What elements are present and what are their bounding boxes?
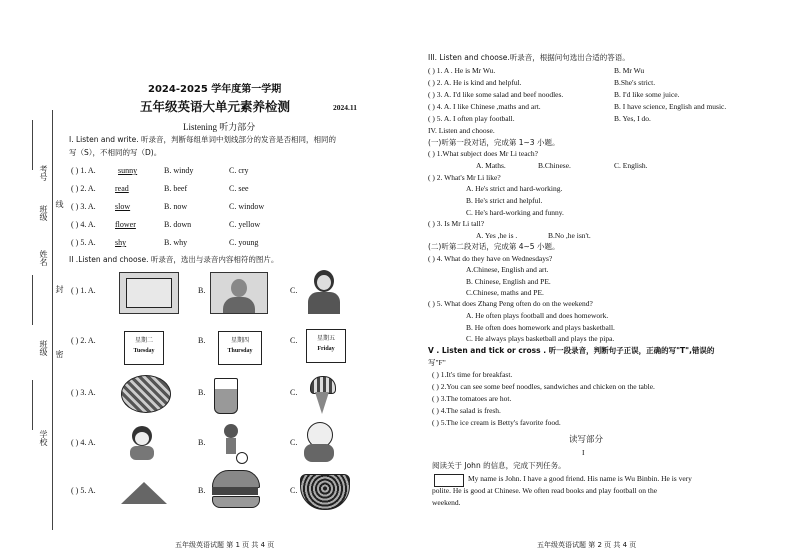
question-number[interactable]: ( ) 5. A. xyxy=(71,486,96,495)
side-label-name: 姓名 xyxy=(39,250,48,266)
side-label-class: 班级 xyxy=(39,340,48,356)
fill-line-2 xyxy=(32,275,33,325)
option-c: C. see xyxy=(229,184,249,193)
part4-q4-opt-a: A.Chinese, English and art. xyxy=(466,265,549,274)
option-b-label: B. xyxy=(198,388,206,397)
passage-line-1: My name is John. I have a good friend. His name is Wu Binbin. He is very xyxy=(468,474,692,483)
question-text[interactable]: ( ) 3. A. I'd like some salad and beef noodles. xyxy=(428,90,564,99)
question-number[interactable]: ( ) 2. A. xyxy=(71,184,96,193)
question-number[interactable]: ( ) 4. A. xyxy=(71,220,96,229)
part4-q2-opt-c: C. He's hard-working and funny. xyxy=(466,208,564,217)
part4-sub2: (二)听第二段对话，完成第 4~5 小题。 xyxy=(428,242,560,251)
question-number[interactable]: ( ) 3. A. xyxy=(71,388,96,397)
part4-q1-opt-c: C. English. xyxy=(614,161,648,170)
part5-row[interactable]: ( ) 5.The ice cream is Betty's favorite food. xyxy=(432,418,561,427)
reading-section-title: 读写部分 xyxy=(569,435,604,445)
part5-heading-2: 写"F" xyxy=(428,358,446,367)
option-a: sunny xyxy=(118,166,138,175)
reading-part-number: I xyxy=(582,448,585,457)
part1-heading: I. Listen and write. 听录音，判断每组单词中划线部分的发音是否相同，相同的 xyxy=(69,135,336,144)
option-b-label: B. xyxy=(198,438,206,447)
seal-char-tight: 密 xyxy=(55,350,64,358)
part4-q5-opt-c: C. He always plays basketball and plays the pipa. xyxy=(466,334,615,343)
option-b: B. I have science, English and music. xyxy=(614,102,727,111)
part5-row[interactable]: ( ) 1.It's time for breakfast. xyxy=(432,370,513,379)
option-c: C. yellow xyxy=(229,220,261,229)
seal-char-seal: 封 xyxy=(55,285,64,293)
page-footer-right: 五年级英语试题 第 2 页 共 4 页 xyxy=(537,541,637,549)
option-c: C. young xyxy=(229,238,259,247)
option-c-label: C. xyxy=(290,336,298,345)
day-card-tuesday xyxy=(124,331,164,365)
part4-q1[interactable]: ( ) 1.What subject does Mr Li teach? xyxy=(428,149,538,158)
part4-q4-opt-c: C.Chinese, maths and PE. xyxy=(466,288,544,297)
picture-juice-glass xyxy=(214,378,238,414)
page-footer-left: 五年级英语试题 第 1 页 共 4 页 xyxy=(175,541,275,549)
option-b: B. Mr Wu xyxy=(614,66,645,75)
question-text[interactable]: ( ) 2. A. He is kind and helpful. xyxy=(428,78,522,87)
fill-line-3 xyxy=(32,380,33,430)
part5-row[interactable]: ( ) 2.You can see some beef noodles, sandwiches and chicken on the table. xyxy=(432,382,655,391)
option-b: B. I'd like some juice. xyxy=(614,90,680,99)
passage-line-3: weekend. xyxy=(432,498,461,507)
question-number[interactable]: ( ) 2. A. xyxy=(71,336,96,345)
option-c: C. cry xyxy=(229,166,249,175)
exam-date: 2024.11 xyxy=(333,103,357,112)
page-title: 五年级英语大单元素养检测 xyxy=(140,99,291,114)
part1-heading-2: 写（S），不相同的写（D)。 xyxy=(69,148,162,157)
option-b: B. beef xyxy=(164,184,188,193)
option-b-label: B. xyxy=(198,336,206,345)
part4-q3-opt-a: A. Yes ,he is . xyxy=(476,231,518,240)
day-card-cn: 星期五 xyxy=(316,335,335,342)
side-label-exam-number: 考号 xyxy=(39,165,48,181)
part4-q3-opt-b: B.No ,he isn't. xyxy=(548,231,591,240)
day-card-en: Tuesday xyxy=(133,348,155,354)
option-a: flower xyxy=(115,220,136,229)
binding-line xyxy=(52,110,53,530)
part4-q2[interactable]: ( ) 2. What's Mr Li like? xyxy=(428,173,501,182)
option-b-label: B. xyxy=(198,486,206,495)
day-card-friday xyxy=(306,329,346,363)
option-c: C. window xyxy=(229,202,265,211)
picture-boy-playing xyxy=(212,424,252,464)
part5-row[interactable]: ( ) 3.The tomatoes are hot. xyxy=(432,394,512,403)
option-a: shy xyxy=(115,238,127,247)
option-b-label: B. xyxy=(198,286,206,295)
picture-noodles-bowl xyxy=(300,474,350,510)
option-c-label: C. xyxy=(290,286,298,295)
part4-q1-opt-a: A. Maths. xyxy=(476,161,506,170)
picture-food-plate xyxy=(121,375,171,413)
question-text[interactable]: ( ) 1. A . He is Mr Wu. xyxy=(428,66,496,75)
picture-ice-cream xyxy=(310,376,334,416)
listening-section-title: Listening 听力部分 xyxy=(183,122,256,132)
question-text[interactable]: ( ) 5. A. I often play football. xyxy=(428,114,515,123)
school-year: 2024-2025 学年度第一学期 xyxy=(148,84,282,95)
option-c-label: C. xyxy=(290,438,298,447)
part5-row[interactable]: ( ) 4.The salad is fresh. xyxy=(432,406,501,415)
picture-teacher-board xyxy=(119,272,179,314)
part4-q2-opt-b: B. He's strict and helpful. xyxy=(466,196,543,205)
part4-q1-opt-b: B.Chinese. xyxy=(538,161,571,170)
part4-heading: IV. Listen and choose. xyxy=(428,126,495,135)
picture-sandwich xyxy=(121,476,167,504)
picture-woman-portrait xyxy=(304,270,344,314)
passage-line-2: polite. He is good at Chinese. We often read books and play football on the xyxy=(432,486,658,495)
option-b: B. now xyxy=(164,202,188,211)
side-label-class-top: 班级 xyxy=(39,205,48,221)
part4-q3[interactable]: ( ) 3. Is Mr Li tall? xyxy=(428,219,485,228)
question-number[interactable]: ( ) 5. A. xyxy=(71,238,96,247)
part4-q5-opt-a: A. He often plays football and does homework. xyxy=(466,311,609,320)
part4-q5[interactable]: ( ) 5. What does Zhang Peng often do on the weekend? xyxy=(428,299,593,308)
part4-sub1: (一)听第一段对话，完成第 1~3 小题。 xyxy=(428,138,560,147)
option-c-label: C. xyxy=(290,486,298,495)
part5-heading: V . Listen and tick or cross . 听一段录音，判断句子正误，正确的写"T",错误的 xyxy=(428,346,715,355)
question-number[interactable]: ( ) 4. A. xyxy=(71,438,96,447)
option-b: B. why xyxy=(164,238,188,247)
day-card-cn: 星期四 xyxy=(230,337,249,344)
option-b: B. down xyxy=(164,220,192,229)
question-number[interactable]: ( ) 1. A. xyxy=(71,166,96,175)
picture-smiling-boy xyxy=(302,422,336,462)
picture-hamburger xyxy=(212,470,258,508)
option-b: B. windy xyxy=(164,166,194,175)
question-number[interactable]: ( ) 3. A. xyxy=(71,202,96,211)
part4-q2-opt-a: A. He's strict and hard-working. xyxy=(466,184,563,193)
option-c-label: C. xyxy=(290,388,298,397)
picture-man-portrait xyxy=(210,272,268,314)
part3-heading: III. Listen and choose.听录音，根据问句选出合适的答语。 xyxy=(428,53,630,62)
part4-q4[interactable]: ( ) 4. What do they have on Wednesdays? xyxy=(428,254,553,263)
part2-heading: II .Listen and choose. 听录音，选出与录音内容相符的图片。 xyxy=(69,255,279,264)
question-text[interactable]: ( ) 4. A. I like Chinese ,maths and art. xyxy=(428,102,541,111)
option-b: B.She's strict. xyxy=(614,78,656,87)
fill-line-1 xyxy=(32,120,33,170)
day-card-en: Thursday xyxy=(227,348,253,354)
reading-instructions: 阅读关于 John 的信息，完成下列任务。 xyxy=(432,461,566,470)
seal-char-line: 线 xyxy=(55,200,64,208)
day-card-en: Friday xyxy=(317,346,335,352)
option-b: B. Yes, I do. xyxy=(614,114,651,123)
part4-q5-opt-b: B. He often does homework and plays basketball. xyxy=(466,323,615,332)
day-card-thursday xyxy=(218,331,262,365)
question-number[interactable]: ( ) 1. A. xyxy=(71,286,96,295)
option-a: slow xyxy=(115,202,131,211)
part4-q4-opt-b: B. Chinese, English and PE. xyxy=(466,277,551,286)
picture-boy-eating xyxy=(128,426,156,460)
option-a: read xyxy=(115,184,129,193)
side-label-school: 学校 xyxy=(39,430,48,446)
day-card-cn: 星期二 xyxy=(134,337,153,344)
